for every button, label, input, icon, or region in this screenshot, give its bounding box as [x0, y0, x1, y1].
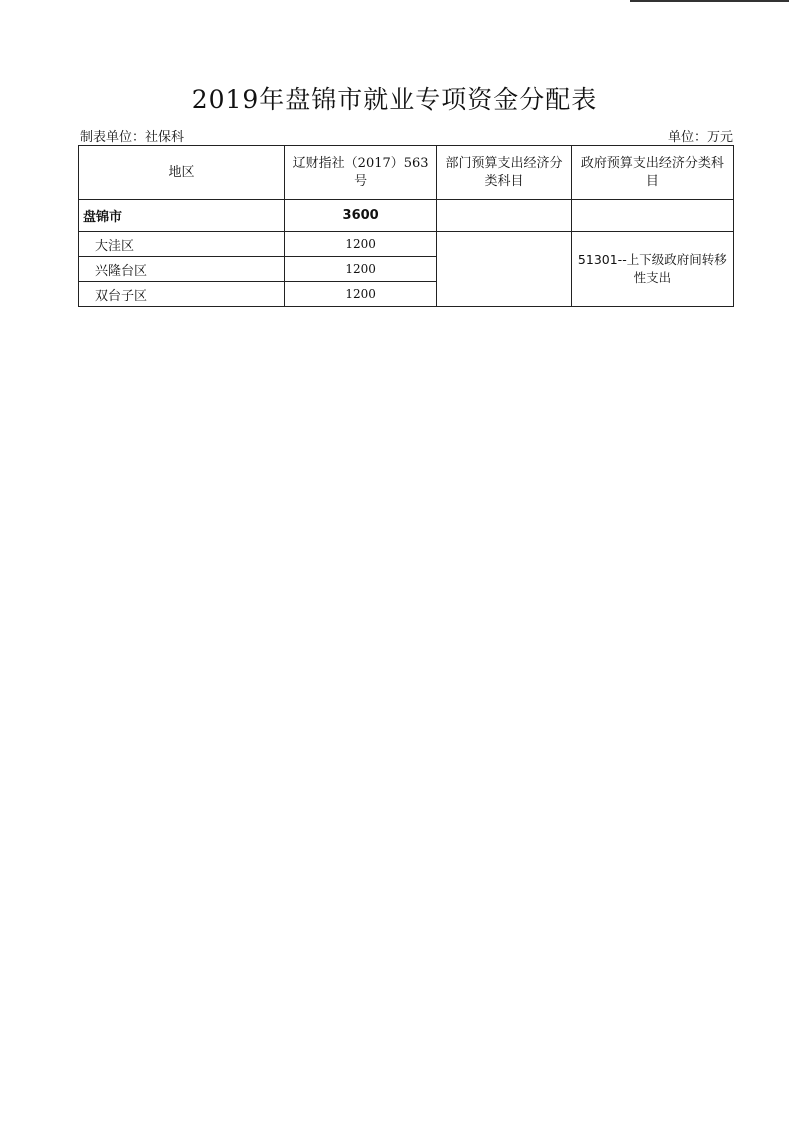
- unit-label: 单位：万元: [667, 130, 733, 145]
- header-gov-econ: 政府预算支出经济分类科目: [571, 146, 733, 200]
- header-dept-econ: 部门预算支出经济分类科目: [437, 146, 571, 200]
- document-title: 2019年盘锦市就业专项资金分配表: [191, 85, 598, 114]
- district-amount-cell: 1200: [284, 232, 436, 257]
- district-name-cell: 双台子区: [79, 282, 285, 307]
- table-row: [79, 232, 734, 257]
- table-row-city: [79, 200, 734, 232]
- district-dept-econ-cell: [437, 232, 571, 307]
- allocation-table: [78, 145, 734, 307]
- header-file-ref: 辽财指社（2017）563号: [284, 146, 436, 200]
- district-amount-cell: 1200: [284, 257, 436, 282]
- city-name-cell: 盘锦市: [79, 200, 285, 232]
- district-name-cell: 兴隆台区: [79, 257, 285, 282]
- district-gov-econ-cell: 51301--上下级政府间转移性支出: [571, 232, 733, 307]
- table-header-row: [79, 146, 734, 200]
- district-name-cell: 大洼区: [79, 232, 285, 257]
- district-amount-cell: 1200: [284, 282, 436, 307]
- scan-edge-mark: [630, 0, 789, 2]
- city-dept-econ-cell: [437, 200, 571, 232]
- city-amount-cell: 3600: [284, 200, 436, 232]
- header-region: 地区: [79, 146, 285, 200]
- city-gov-econ-cell: [571, 200, 733, 232]
- prepared-by-label: 制表单位：社保科: [80, 130, 185, 145]
